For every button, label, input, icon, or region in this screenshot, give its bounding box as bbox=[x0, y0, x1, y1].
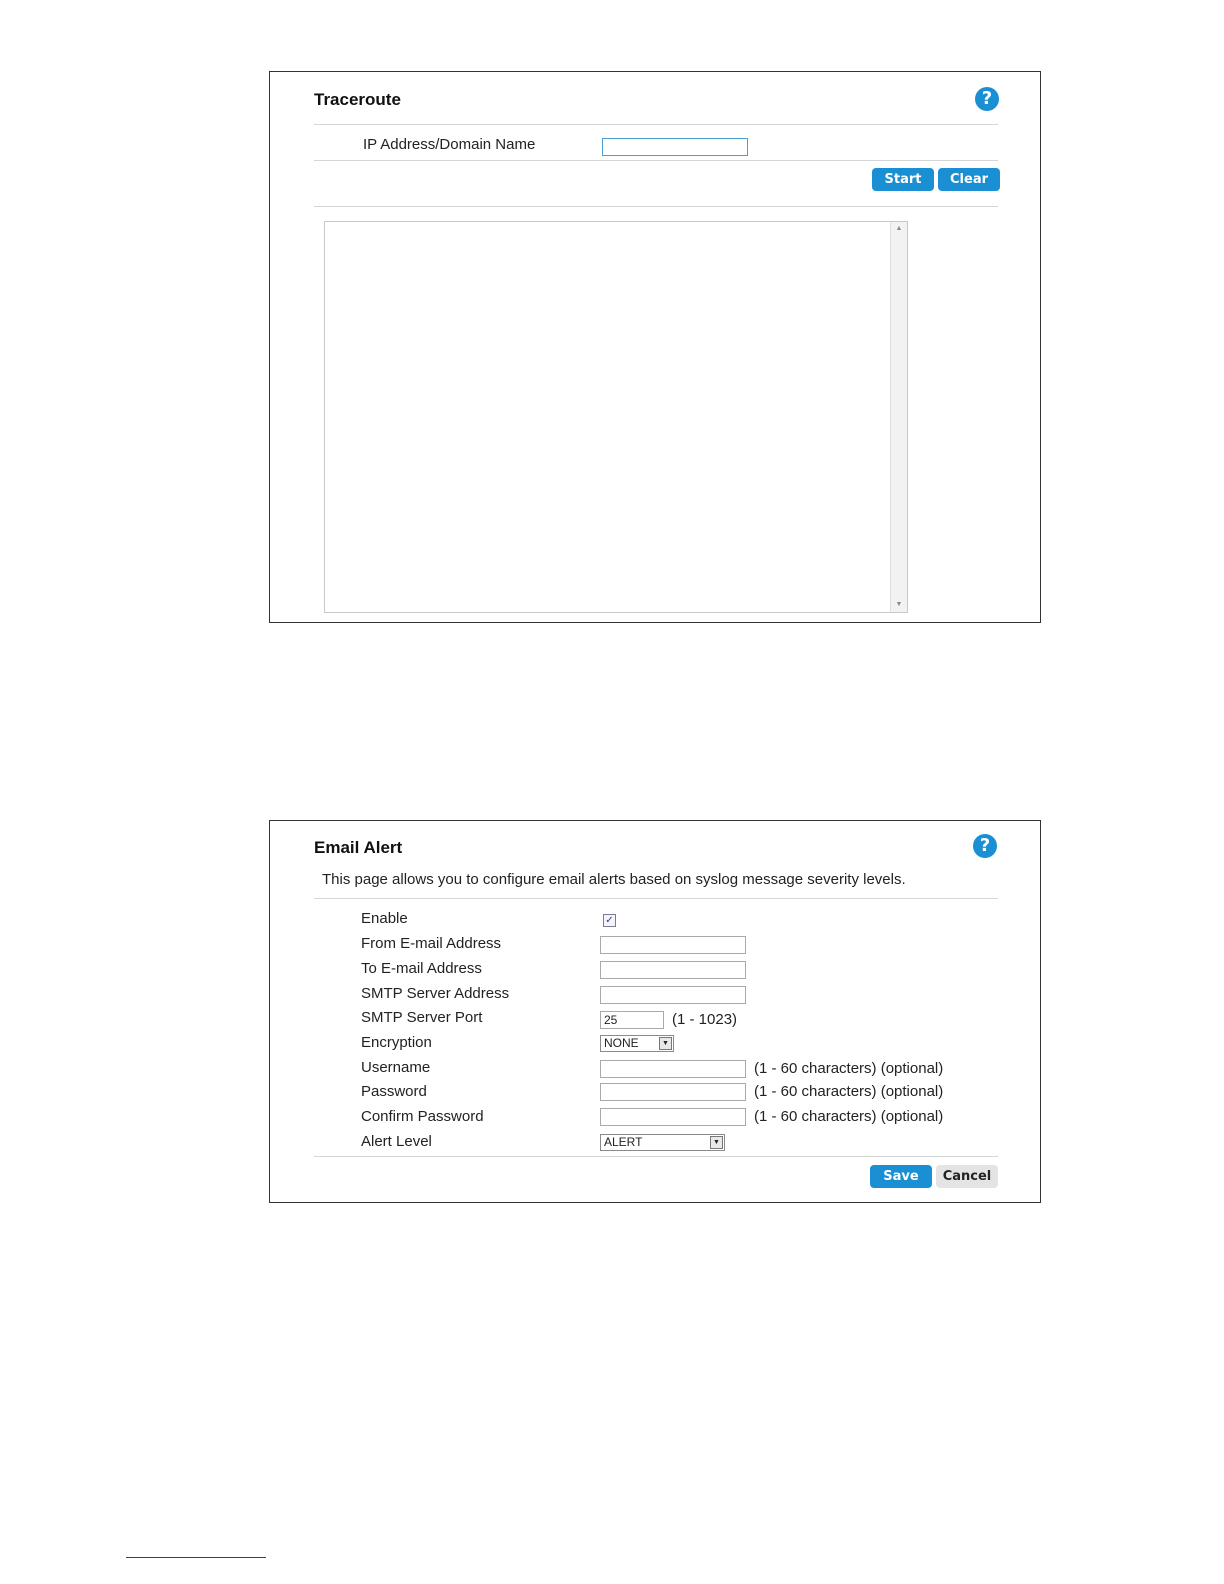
divider bbox=[314, 206, 998, 207]
alert-level-label: Alert Level bbox=[361, 1133, 432, 1150]
divider bbox=[314, 898, 998, 899]
email-alert-title: Email Alert bbox=[314, 838, 403, 857]
username-input[interactable] bbox=[600, 1060, 746, 1078]
smtp-port-hint: (1 - 1023) bbox=[672, 1011, 738, 1028]
output-scrollbar[interactable] bbox=[890, 222, 907, 612]
username-hint: (1 - 60 characters) (optional) bbox=[754, 1060, 944, 1077]
scroll-up-icon[interactable]: ▲ bbox=[895, 225, 903, 232]
save-button[interactable]: Save bbox=[870, 1165, 932, 1188]
from-email-input[interactable] bbox=[600, 936, 746, 954]
username-label: Username bbox=[361, 1059, 431, 1076]
enable-checkbox[interactable]: ✓ bbox=[603, 914, 616, 927]
to-email-label: To E-mail Address bbox=[361, 960, 482, 977]
smtp-address-label: SMTP Server Address bbox=[361, 985, 510, 1002]
question-mark-icon[interactable]: ? bbox=[975, 87, 999, 111]
encryption-select[interactable] bbox=[600, 1035, 674, 1052]
traceroute-title: Traceroute bbox=[314, 90, 401, 109]
cancel-button[interactable]: Cancel bbox=[936, 1165, 998, 1188]
traceroute-output[interactable] bbox=[324, 221, 908, 613]
password-hint: (1 - 60 characters) (optional) bbox=[754, 1083, 944, 1100]
ip-address-input[interactable] bbox=[602, 138, 748, 156]
chevron-down-icon[interactable]: ▼ bbox=[659, 1037, 672, 1050]
encryption-label: Encryption bbox=[361, 1034, 432, 1051]
smtp-address-input[interactable] bbox=[600, 986, 746, 1004]
divider bbox=[314, 160, 998, 161]
enable-label: Enable bbox=[361, 910, 408, 927]
email-alert-panel bbox=[269, 820, 1041, 1203]
ip-address-label: IP Address/Domain Name bbox=[363, 136, 536, 153]
to-email-input[interactable] bbox=[600, 961, 746, 979]
confirm-password-hint: (1 - 60 characters) (optional) bbox=[754, 1108, 944, 1125]
from-email-label: From E-mail Address bbox=[361, 935, 502, 952]
scroll-down-icon[interactable]: ▼ bbox=[895, 601, 903, 608]
clear-button[interactable]: Clear bbox=[938, 168, 1000, 191]
smtp-port-label: SMTP Server Port bbox=[361, 1009, 483, 1026]
footnote-rule bbox=[126, 1557, 266, 1558]
smtp-port-input[interactable] bbox=[600, 1011, 664, 1029]
alert-level-select[interactable] bbox=[600, 1134, 725, 1151]
question-mark-icon[interactable]: ? bbox=[973, 834, 997, 858]
divider bbox=[314, 1156, 998, 1157]
password-label: Password bbox=[361, 1083, 427, 1100]
email-alert-description: This page allows you to configure email alerts based on syslog message severity levels. bbox=[322, 871, 906, 888]
start-button[interactable]: Start bbox=[872, 168, 934, 191]
encryption-selected-value: NONE bbox=[604, 1036, 639, 1050]
chevron-down-icon[interactable]: ▼ bbox=[710, 1136, 723, 1149]
confirm-password-label: Confirm Password bbox=[361, 1108, 484, 1125]
password-input[interactable] bbox=[600, 1083, 746, 1101]
alert-level-selected-value: ALERT bbox=[604, 1135, 643, 1149]
divider bbox=[314, 124, 998, 125]
confirm-password-input[interactable] bbox=[600, 1108, 746, 1126]
traceroute-panel bbox=[269, 71, 1041, 623]
